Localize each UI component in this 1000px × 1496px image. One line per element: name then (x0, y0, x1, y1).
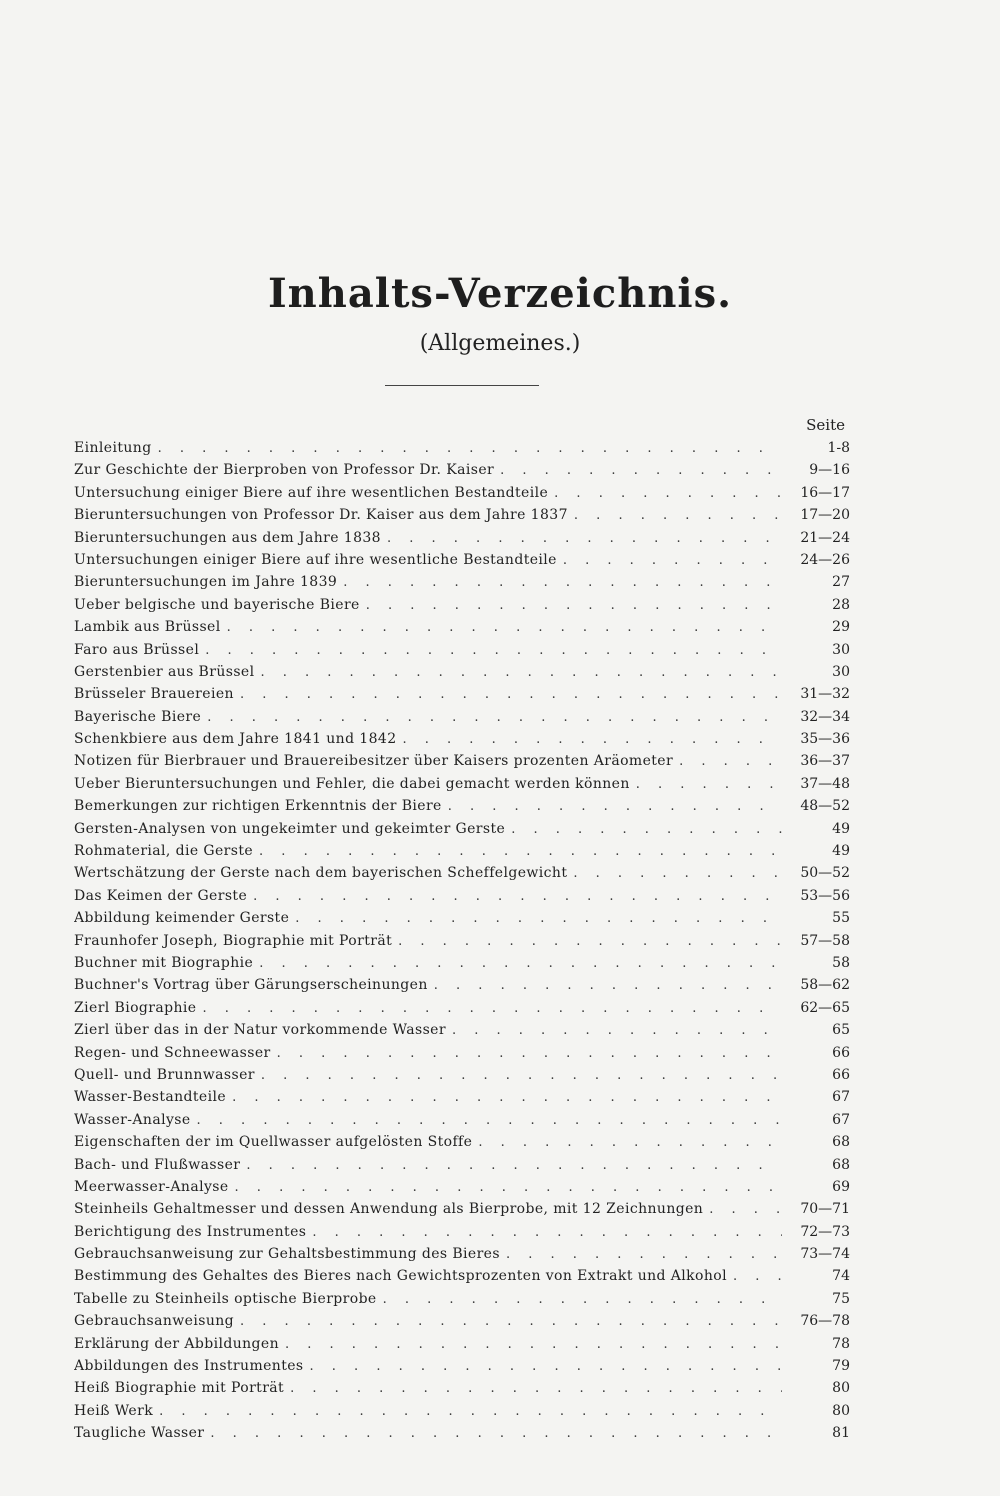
toc-dot-leader (197, 1110, 782, 1132)
toc-entry-label: Bieruntersuchungen aus dem Jahre 1838 (74, 529, 381, 546)
toc-entry-label: Zur Geschichte der Bierproben von Professor Dr. Kaiser (74, 462, 495, 479)
toc-entry-page: 28 (832, 596, 850, 613)
toc-dot-leader (506, 1244, 782, 1266)
toc-entry (74, 1064, 850, 1086)
toc-dot-leader (383, 1289, 782, 1311)
toc-entry (74, 594, 850, 616)
toc-entry-page: 53—56 (800, 887, 850, 904)
toc-dot-leader (235, 1177, 782, 1199)
toc-entry-label: Untersuchung einiger Biere auf ihre wesentlichen Bestandteile (74, 484, 549, 501)
toc-dot-leader (343, 572, 782, 594)
toc-entry-label: Abbildungen des Instrumentes (74, 1358, 304, 1375)
toc-dot-leader (500, 460, 782, 482)
toc-entry-page: 62—65 (800, 999, 850, 1016)
toc-dot-leader (574, 505, 782, 527)
toc-entry-page: 50—52 (800, 865, 850, 882)
toc-dot-leader (158, 438, 782, 460)
toc-dot-leader (259, 841, 782, 863)
toc-dot-leader (478, 1132, 782, 1154)
toc-entry-label: Meerwasser-Analyse (74, 1178, 229, 1195)
toc-entry-label: Faro aus Brüssel (74, 641, 200, 658)
toc-entry (74, 459, 850, 481)
toc-entry-label: Wasser-Analyse (74, 1111, 191, 1128)
toc-entry (74, 1019, 850, 1041)
toc-entry (74, 1042, 850, 1064)
toc-entry-page: 79 (832, 1358, 850, 1375)
toc-entry-label: Das Keimen der Gerste (74, 887, 248, 904)
toc-entry-page: 29 (832, 619, 850, 636)
toc-entry (74, 437, 850, 459)
page-subtitle: (Allgemeines.) (419, 331, 581, 356)
toc-entry-label: Tabelle zu Steinheils optische Bierprobe (74, 1290, 377, 1307)
toc-entry-page: 24—26 (800, 551, 850, 568)
toc-dot-leader (511, 819, 782, 841)
toc-entry (74, 482, 850, 504)
toc-dot-leader (312, 1222, 782, 1244)
toc-dot-leader (679, 751, 782, 773)
toc-dot-leader (554, 483, 782, 505)
toc-entry-page: 74 (832, 1268, 850, 1285)
toc-entry (74, 773, 850, 795)
toc-entry-page: 69 (832, 1178, 850, 1195)
toc-entry-page: 30 (832, 641, 850, 658)
toc-entry (74, 504, 850, 526)
toc-dot-leader (232, 1087, 782, 1109)
toc-entry-page: 67 (832, 1089, 850, 1106)
toc-entry-page: 76—78 (800, 1313, 850, 1330)
toc-dot-leader (452, 1020, 782, 1042)
toc-entry-page: 21—24 (800, 529, 850, 546)
toc-entry-label: Erklärung der Abbildungen (74, 1335, 279, 1352)
toc-dot-leader (434, 975, 782, 997)
toc-entry (74, 840, 850, 862)
toc-entry-label: Fraunhofer Joseph, Biographie mit Porträt (74, 932, 393, 949)
toc-entry-page: 78 (832, 1335, 850, 1352)
page-column-header: Seite (806, 416, 845, 434)
toc-entry-page: 68 (832, 1156, 850, 1173)
toc-entry (74, 907, 850, 929)
toc-entry (74, 750, 850, 772)
toc-dot-leader (207, 707, 782, 729)
toc-entry-page: 16—17 (800, 484, 850, 501)
toc-entry-page: 36—37 (800, 753, 850, 770)
toc-entry-page: 58—62 (800, 977, 850, 994)
toc-entry (74, 1243, 850, 1265)
toc-entry (74, 1265, 850, 1287)
toc-entry-label: Wasser-Bestandteile (74, 1089, 227, 1106)
toc-entry (74, 1310, 850, 1332)
toc-entry-label: Schenkbiere aus dem Jahre 1841 und 1842 (74, 731, 397, 748)
toc-dot-leader (210, 1423, 782, 1445)
toc-entry-label: Regen- und Schneewasser (74, 1044, 271, 1061)
toc-entry-page: 17—20 (800, 507, 850, 524)
toc-dot-leader (240, 1311, 782, 1333)
toc-entry-page: 80 (832, 1380, 850, 1397)
toc-entry-page: 66 (832, 1044, 850, 1061)
toc-entry-page: 55 (832, 910, 850, 927)
toc-dot-leader (387, 528, 782, 550)
toc-dot-leader (259, 953, 782, 975)
toc-dot-leader (277, 1043, 782, 1065)
toc-dot-leader (260, 662, 782, 684)
toc-entry (74, 1131, 850, 1153)
toc-entry-page: 49 (832, 820, 850, 837)
toc-entry-page: 66 (832, 1066, 850, 1083)
toc-entry (74, 818, 850, 840)
toc-entry-page: 73—74 (800, 1246, 850, 1263)
toc-entry-page: 70—71 (800, 1201, 850, 1218)
toc-entry-label: Gebrauchsanweisung (74, 1313, 235, 1330)
toc-entry-page: 68 (832, 1134, 850, 1151)
toc-entry (74, 683, 850, 705)
toc-dot-leader (398, 931, 782, 953)
toc-dot-leader (573, 863, 782, 885)
toc-entry-page: 48—52 (800, 798, 850, 815)
toc-entry (74, 616, 850, 638)
toc-entry-label: Bach- und Flußwasser (74, 1156, 241, 1173)
toc-dot-leader (227, 617, 782, 639)
toc-entry (74, 862, 850, 884)
toc-entry (74, 661, 850, 683)
toc-dot-leader (246, 1155, 782, 1177)
toc-entry-page: 80 (832, 1402, 850, 1419)
toc-entry-page: 65 (832, 1022, 850, 1039)
toc-entry-label: Bieruntersuchungen im Jahre 1839 (74, 574, 338, 591)
toc-entry-page: 32—34 (800, 708, 850, 725)
toc-entry-page: 1-8 (827, 440, 850, 456)
toc-dot-leader (261, 1065, 782, 1087)
toc-entry-label: Gebrauchsanweisung zur Gehaltsbestimmung des Bieres (74, 1246, 500, 1263)
toc-entry-label: Ueber Bieruntersuchungen und Fehler, die dabei gemacht werden können (74, 775, 630, 792)
toc-dot-leader (159, 1401, 782, 1423)
toc-dot-leader (310, 1356, 782, 1378)
toc-entry-page: 72—73 (800, 1223, 850, 1240)
toc-entry-label: Bieruntersuchungen von Professor Dr. Kaiser aus dem Jahre 1837 (74, 507, 568, 524)
toc-entry-label: Zierl Biographie (74, 999, 197, 1016)
toc-entry (74, 1176, 850, 1198)
toc-entry (74, 1422, 850, 1444)
toc-entry (74, 974, 850, 996)
toc-entry-label: Notizen für Bierbrauer und Brauereibesitzer über Kaisers prozenten Aräometer (74, 753, 674, 770)
toc-entry (74, 1086, 850, 1108)
toc-entry-label: Heiß Werk (74, 1402, 154, 1419)
toc-dot-leader (636, 774, 782, 796)
toc-dot-leader (240, 684, 782, 706)
toc-dot-leader (290, 1378, 782, 1400)
toc-dot-leader (202, 998, 782, 1020)
toc-entry (74, 885, 850, 907)
toc-entry (74, 1355, 850, 1377)
toc-entry-label: Bemerkungen zur richtigen Erkenntnis der Biere (74, 798, 442, 815)
toc-entry-label: Buchner mit Biographie (74, 954, 254, 971)
toc-entry-page: 30 (832, 663, 850, 680)
toc-entry-label: Bestimmung des Gehaltes des Bieres nach Gewichtsprozenten von Extrakt und Alkohol (74, 1268, 727, 1285)
toc-entry (74, 952, 850, 974)
toc-entry (74, 1377, 850, 1399)
toc-dot-leader (253, 886, 782, 908)
toc-entry-page: 58 (832, 954, 850, 971)
toc-entry-label: Abbildung keimender Gerste (74, 910, 290, 927)
toc-entry (74, 997, 850, 1019)
toc-entry-page: 31—32 (800, 686, 850, 703)
toc-entry-label: Wertschätzung der Gerste nach dem bayerischen Scheffelgewicht (74, 865, 568, 882)
toc-entry-label: Rohmaterial, die Gerste (74, 843, 254, 860)
toc-entry (74, 1198, 850, 1220)
toc-entry (74, 1333, 850, 1355)
toc-dot-leader (733, 1266, 782, 1288)
toc-dot-leader (285, 1334, 782, 1356)
toc-dot-leader (403, 729, 782, 751)
toc-entry-page: 67 (832, 1111, 850, 1128)
toc-entry-label: Berichtigung des Instrumentes (74, 1223, 307, 1240)
toc-entry-label: Eigenschaften der im Quellwasser aufgelösten Stoffe (74, 1134, 473, 1151)
divider (385, 385, 539, 386)
toc-entry (74, 571, 850, 593)
toc-dot-leader (366, 595, 782, 617)
toc-entry-label: Taugliche Wasser (74, 1425, 205, 1442)
toc-entry (74, 795, 850, 817)
toc-entry-page: 27 (832, 574, 850, 591)
toc-entry-page: 49 (832, 843, 850, 860)
toc-entry-label: Untersuchungen einiger Biere auf ihre wesentliche Bestandteile (74, 551, 557, 568)
toc-entry-label: Bayerische Biere (74, 708, 202, 725)
toc-entry-label: Buchner's Vortrag über Gärungserscheinungen (74, 977, 428, 994)
toc-dot-leader (709, 1199, 782, 1221)
toc-entry-page: 81 (832, 1425, 850, 1442)
toc-entry-label: Brüsseler Brauereien (74, 686, 234, 703)
toc-entry-label: Lambik aus Brüssel (74, 619, 221, 636)
toc-entry-page: 37—48 (800, 775, 850, 792)
toc-entry (74, 527, 850, 549)
toc-entry-page: 35—36 (800, 731, 850, 748)
toc-entry (74, 930, 850, 952)
toc-entry-label: Zierl über das in der Natur vorkommende Wasser (74, 1022, 446, 1039)
toc-dot-leader (563, 550, 782, 572)
toc-dot-leader (448, 796, 782, 818)
toc-entry-label: Steinheils Gehaltmesser und dessen Anwendung als Bierprobe, mit 12 Zeichnungen (74, 1201, 704, 1218)
toc-entry-label: Quell- und Brunnwasser (74, 1066, 255, 1083)
toc-entry (74, 1221, 850, 1243)
toc-entry-page: 9—16 (809, 462, 850, 479)
toc-entry (74, 549, 850, 571)
toc-entry-label: Heiß Biographie mit Porträt (74, 1380, 285, 1397)
toc-entry-page: 57—58 (800, 932, 850, 949)
toc-entry-label: Einleitung (74, 440, 152, 456)
page-title: Inhalts-Verzeichnis. (267, 270, 733, 317)
toc-entry (74, 1288, 850, 1310)
toc-entry (74, 728, 850, 750)
toc-entry (74, 706, 850, 728)
toc-entry (74, 1154, 850, 1176)
toc-entry (74, 1400, 850, 1422)
table-of-contents (74, 437, 850, 1445)
toc-entry-label: Gersten-Analysen von ungekeimter und gekeimter Gerste (74, 820, 506, 837)
toc-dot-leader (205, 640, 782, 662)
toc-dot-leader (295, 908, 782, 930)
toc-entry-label: Gerstenbier aus Brüssel (74, 663, 255, 680)
toc-entry (74, 639, 850, 661)
toc-entry-page: 75 (832, 1290, 850, 1307)
toc-entry-label: Ueber belgische und bayerische Biere (74, 596, 360, 613)
toc-entry (74, 1109, 850, 1131)
